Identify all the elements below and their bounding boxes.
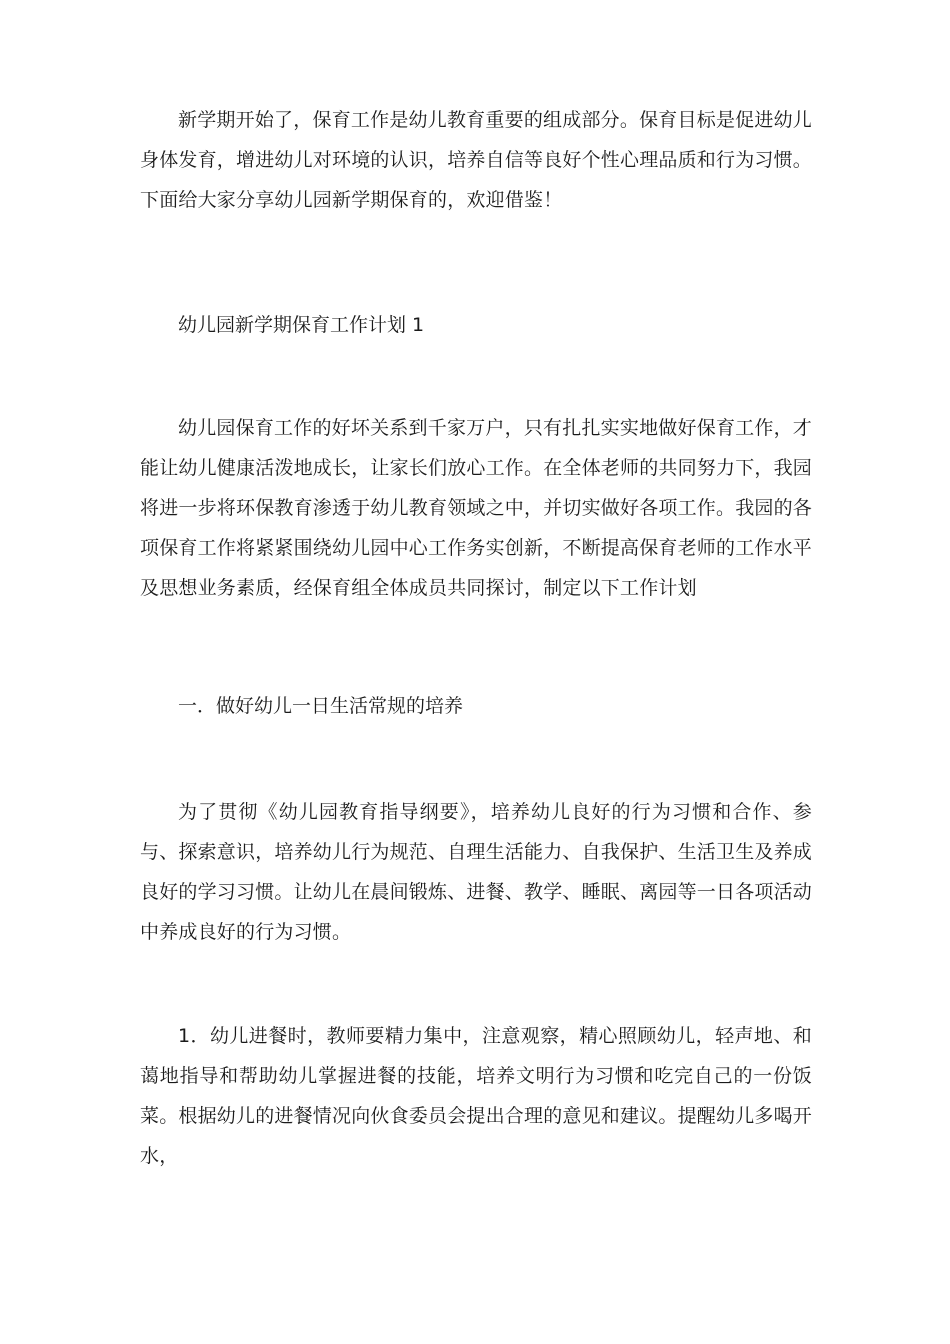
section-heading: 一．做好幼儿一日生活常规的培养 bbox=[178, 695, 464, 717]
intro-paragraph: 新学期开始了，保育工作是幼儿教育重要的组成部分。保育目标是促进幼儿身体发育，增进幼儿对环境的认识，培养自信等良好个性心理品质和行为习惯。下面给大家分享幼儿园新学期保育的，欢迎借鉴！ bbox=[140, 109, 813, 211]
dining-paragraph: 1．幼儿进餐时，教师要精力集中，注意观察，精心照顾幼儿，轻声地、和蔼地指导和帮助幼儿掌握进餐的技能，培养文明行为习惯和吃完自己的一份饭菜。根据幼儿的进餐情况向伙食委员会提出合理的意见和建议。提醒幼儿多喝开水， bbox=[140, 1025, 813, 1167]
overview-paragraph: 幼儿园保育工作的好坏关系到千家万户，只有扎扎实实地做好保育工作，才能让幼儿健康活泼地成长，让家长们放心工作。在全体老师的共同努力下，我园将进一步将环保教育渗透于幼儿教育领域之中，并切实做好各项工作。我园的各项保育工作将紧紧围绕幼儿园中心工作务实创新，不断提高保育老师的工作水平及思想业务素质，经保育组全体成员共同探讨，制定以下工作计划 bbox=[140, 417, 813, 599]
routine-paragraph: 为了贯彻《幼儿园教育指导纲要》，培养幼儿良好的行为习惯和合作、参与、探索意识，培养幼儿行为规范、自理生活能力、自我保护、生活卫生及养成良好的学习习惯。让幼儿在晨间锻炼、进餐、教学、睡眠、离园等一日各项活动中养成良好的行为习惯。 bbox=[140, 801, 813, 943]
plan-title: 幼儿园新学期保育工作计划 1 bbox=[178, 314, 425, 336]
document-page bbox=[140, 100, 812, 1176]
